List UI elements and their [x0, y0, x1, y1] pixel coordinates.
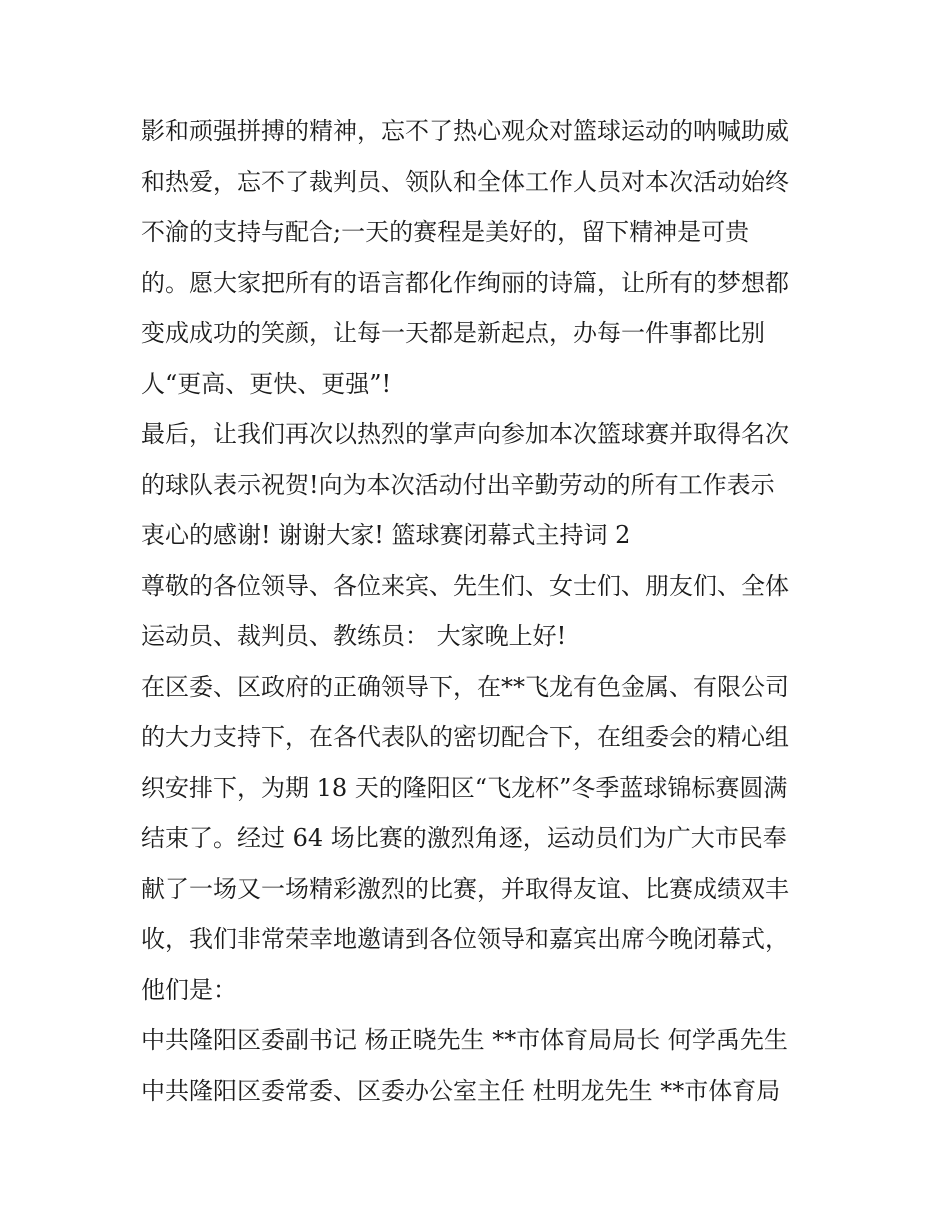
text-line: 尊敬的各位领导、各位来宾、先生们、女士们、朋友们、全体: [141, 571, 789, 600]
text-line: 中共隆阳区委常委、区委办公室主任 杜明龙先生 **市体育局: [141, 1076, 781, 1105]
text-line: 结束了。经过 64 场比赛的激烈角逐，运动员们为广大市民奉: [141, 824, 787, 852]
text-line: 不渝的支持与配合;一天的赛程是美好的，留下精神是可贵: [141, 218, 750, 246]
text-line: 变成成功的笑颜，让每一天都是新起点，办每一件事都比别: [141, 319, 765, 347]
text-line: 的。愿大家把所有的语言都化作绚丽的诗篇，让所有的梦想都: [141, 268, 789, 297]
text-line: 的球队表示祝贺!向为本次活动付出辛勤劳动的所有工作表示: [141, 470, 775, 499]
text-line: 在区委、区政府的正确领导下，在**飞龙有色金属、有限公司: [141, 672, 789, 701]
text-line: 人“更高、更快、更强”!: [141, 369, 392, 398]
text-line: 影和顽强拼搏的精神，忘不了热心观众对篮球运动的呐喊助威: [141, 117, 789, 145]
text-line: 最后，让我们再次以热烈的掌声向参加本次篮球赛并取得名次: [141, 420, 789, 448]
text-line: 织安排下，为期 18 天的隆阳区“飞龙杯”冬季蓝球锦标赛圆满: [141, 773, 788, 802]
text-line: 运动员、裁判员、教练员： 大家晚上好!: [141, 622, 567, 650]
text-line: 献了一场又一场精彩激烈的比赛，并取得友谊、比赛成绩双丰: [141, 874, 789, 903]
text-line: 他们是：: [141, 975, 237, 1004]
text-line: 中共隆阳区委副书记 杨正晓先生 **市体育局局长 何学禹先生: [141, 1026, 788, 1054]
text-line: 衷心的感谢! 谢谢大家! 篮球赛闭幕式主持词 2: [141, 521, 631, 549]
text-line: 的大力支持下，在各代表队的密切配合下，在组委会的精心组: [141, 723, 789, 751]
text-line: 收，我们非常荣幸地邀请到各位领导和嘉宾出席今晚闭幕式，: [141, 925, 789, 953]
text-line: 和热爱，忘不了裁判员、领队和全体工作人员对本次活动始终: [141, 167, 789, 196]
document-body: [141, 106, 831, 1116]
